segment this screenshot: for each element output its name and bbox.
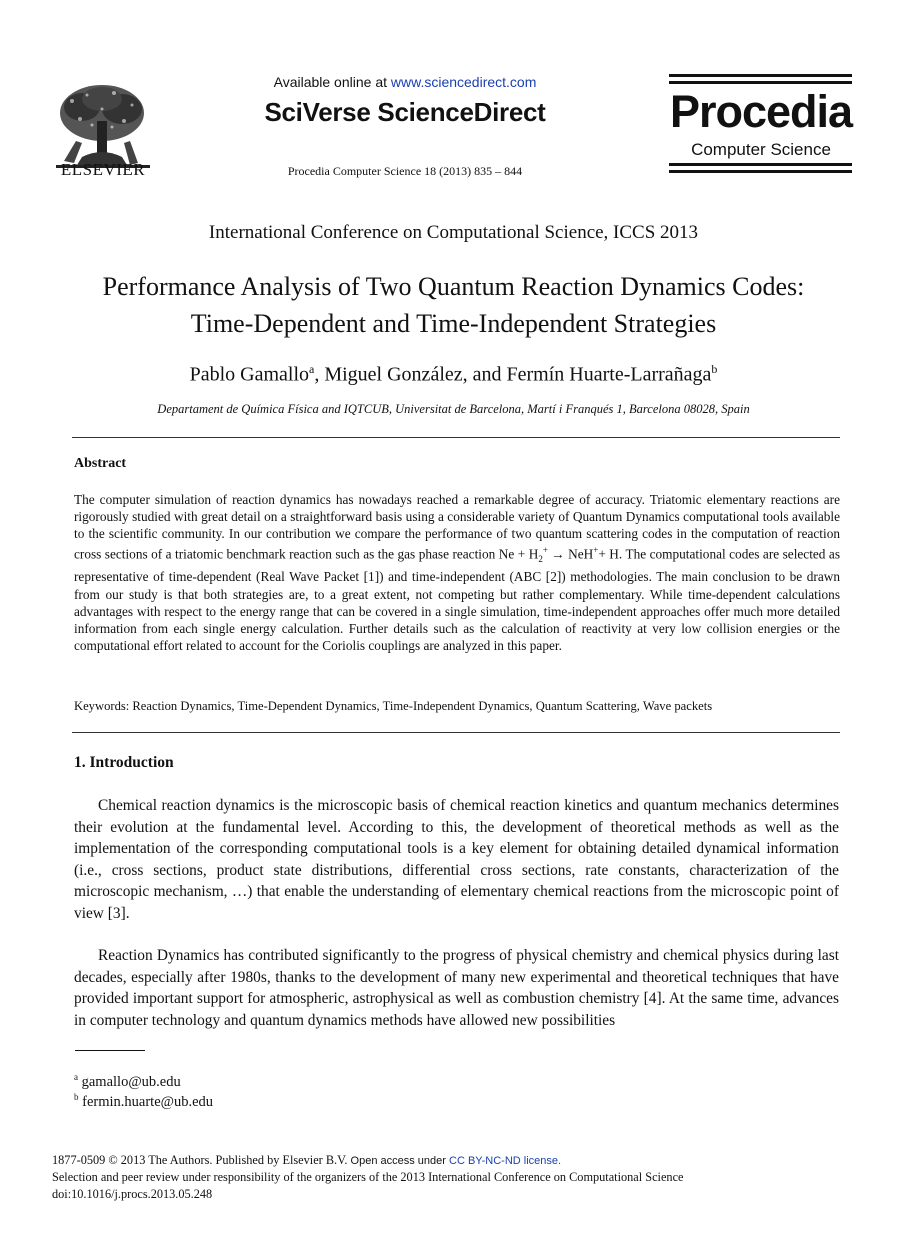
authors-rest: , Miguel González, and Fermín Huarte-Larrañaga bbox=[314, 363, 712, 386]
conference-name: International Conference on Computational Science, ICCS 2013 bbox=[208, 222, 699, 243]
author-1-affil-mark: a bbox=[309, 362, 315, 376]
footnote-a-email: gamallo@ub.edu bbox=[78, 1073, 181, 1090]
footnote-b bbox=[74, 1092, 213, 1111]
author-list bbox=[0, 362, 907, 387]
section-heading: 1. Introduction bbox=[74, 754, 174, 771]
subscript-2: 2 bbox=[538, 554, 543, 565]
title-line-2: Time-Dependent and Time-Independent Strategies bbox=[190, 309, 717, 338]
paper-title bbox=[40, 268, 867, 342]
title-line-1: Performance Analysis of Two Quantum Reaction Dynamics Codes: bbox=[102, 272, 805, 301]
license-link[interactable]: CC BY-NC-ND license. bbox=[449, 1155, 562, 1167]
available-prefix: Available online at bbox=[273, 74, 391, 90]
divider-top bbox=[72, 437, 840, 438]
journal-logo: Procedia bbox=[669, 86, 853, 137]
journal-logo-subtitle: Computer Science bbox=[691, 140, 831, 159]
footnote-divider bbox=[75, 1050, 145, 1051]
copyright-line bbox=[52, 1153, 852, 1168]
abstract-text bbox=[74, 491, 840, 654]
author-3-affil-mark: b bbox=[711, 362, 718, 376]
copyright-text: 1877-0509 © 2013 The Authors. Published by Elsevier B.V. bbox=[52, 1153, 351, 1167]
abstract-part-1: The computer simulation of reaction dynamics has nowadays reached a remarkable degree of accuracy. Triatomic elementary reactions are rigorously studied with great detail on a straightforward basis using a considerable variety of Quantum Dynamics computational tools available to the scientific community. In our contribution we compare the performance of two quantum scattering codes in the computation of reaction cross sections of a triatomic benchmark reaction such as the gas phase reaction Ne + H bbox=[74, 492, 840, 562]
doi-line: doi:10.1016/j.procs.2013.05.248 bbox=[52, 1187, 213, 1201]
footnote-b-mark: b bbox=[74, 1092, 79, 1102]
procedia-top-bars bbox=[669, 74, 852, 84]
availability-line bbox=[200, 74, 610, 90]
paragraph-2: Reaction Dynamics has contributed significantly to the progress of physical chemistry and chemical physics during last decades, especially after 1980s, thanks to the development of many new experimental and theoretical techniques that have provided important support for atmospheric, astrophysical as well as combustion chemistry [4]. At the same time, advances in computer technology and quantum dynamics methods have allowed new possibilities bbox=[74, 947, 839, 1029]
peer-review-line: Selection and peer review under responsibility of the organizers of the 2013 International Conference on Computational Science bbox=[52, 1170, 684, 1184]
reaction-arrow-product: → NeH bbox=[547, 546, 594, 562]
publisher-name: ELSEVIER bbox=[60, 160, 146, 179]
open-access-text: Open access under bbox=[350, 1155, 449, 1167]
affiliation: Departament de Química Física and IQTCUB, Universitat de Barcelona, Martí i Franqués 1, Barcelona 08028, Spain bbox=[157, 402, 750, 416]
superscript-plus: + bbox=[542, 545, 548, 556]
platform-logo: SciVerse ScienceDirect bbox=[264, 97, 546, 127]
sciencedirect-link[interactable]: www.sciencedirect.com bbox=[390, 74, 537, 90]
procedia-bottom-bars bbox=[669, 163, 852, 173]
footnote-b-email: fermin.huarte@ub.edu bbox=[78, 1093, 214, 1110]
keywords: Keywords: Reaction Dynamics, Time-Dependent Dynamics, Time-Independent Dynamics, Quantum Scattering, Wave packets bbox=[74, 699, 713, 713]
author-1: Pablo Gamallo bbox=[189, 363, 310, 386]
footnote-a bbox=[74, 1072, 181, 1091]
footnote-a-mark: a bbox=[74, 1072, 78, 1082]
paragraph-1: Chemical reaction dynamics is the microscopic basis of chemical reaction kinetics and quantum mechanics determines their evolution at the fundamental level. According to this, the development of theoretical methods as well as the implementation of the corresponding computational tools is a key element for obtaining detailed dynamical information (i.e., cross sections, product state distributions, differential cross sections, rate constants, characterization of the microscopic mechanism, …) that enable the understanding of elementary chemical reactions from the microscopic point of view [3]. bbox=[74, 797, 839, 922]
superscript-plus-2: + bbox=[593, 545, 599, 556]
divider-bottom bbox=[72, 732, 840, 733]
abstract-part-2: + H. The computational codes are selected as representative of time-dependent (Real Wave Packet [1]) and time-independent (ABC [2]) methodologies. The main conclusion to be drawn from our study is that both strategies are, to a great extent, not competing but rather complementary. While time-dependent calculations advantages with respect to the energy range that can be covered in a single simulation, time-independent approaches offer much more detailed information from each single energy calculation. Further details such as the calculation of reactivity at very low collision energies or the computational effort related to account for the Coriolis couplings are analyzed in this paper. bbox=[74, 546, 840, 653]
abstract-heading: Abstract bbox=[74, 456, 127, 471]
journal-citation: Procedia Computer Science 18 (2013) 835 – 844 bbox=[287, 164, 523, 178]
